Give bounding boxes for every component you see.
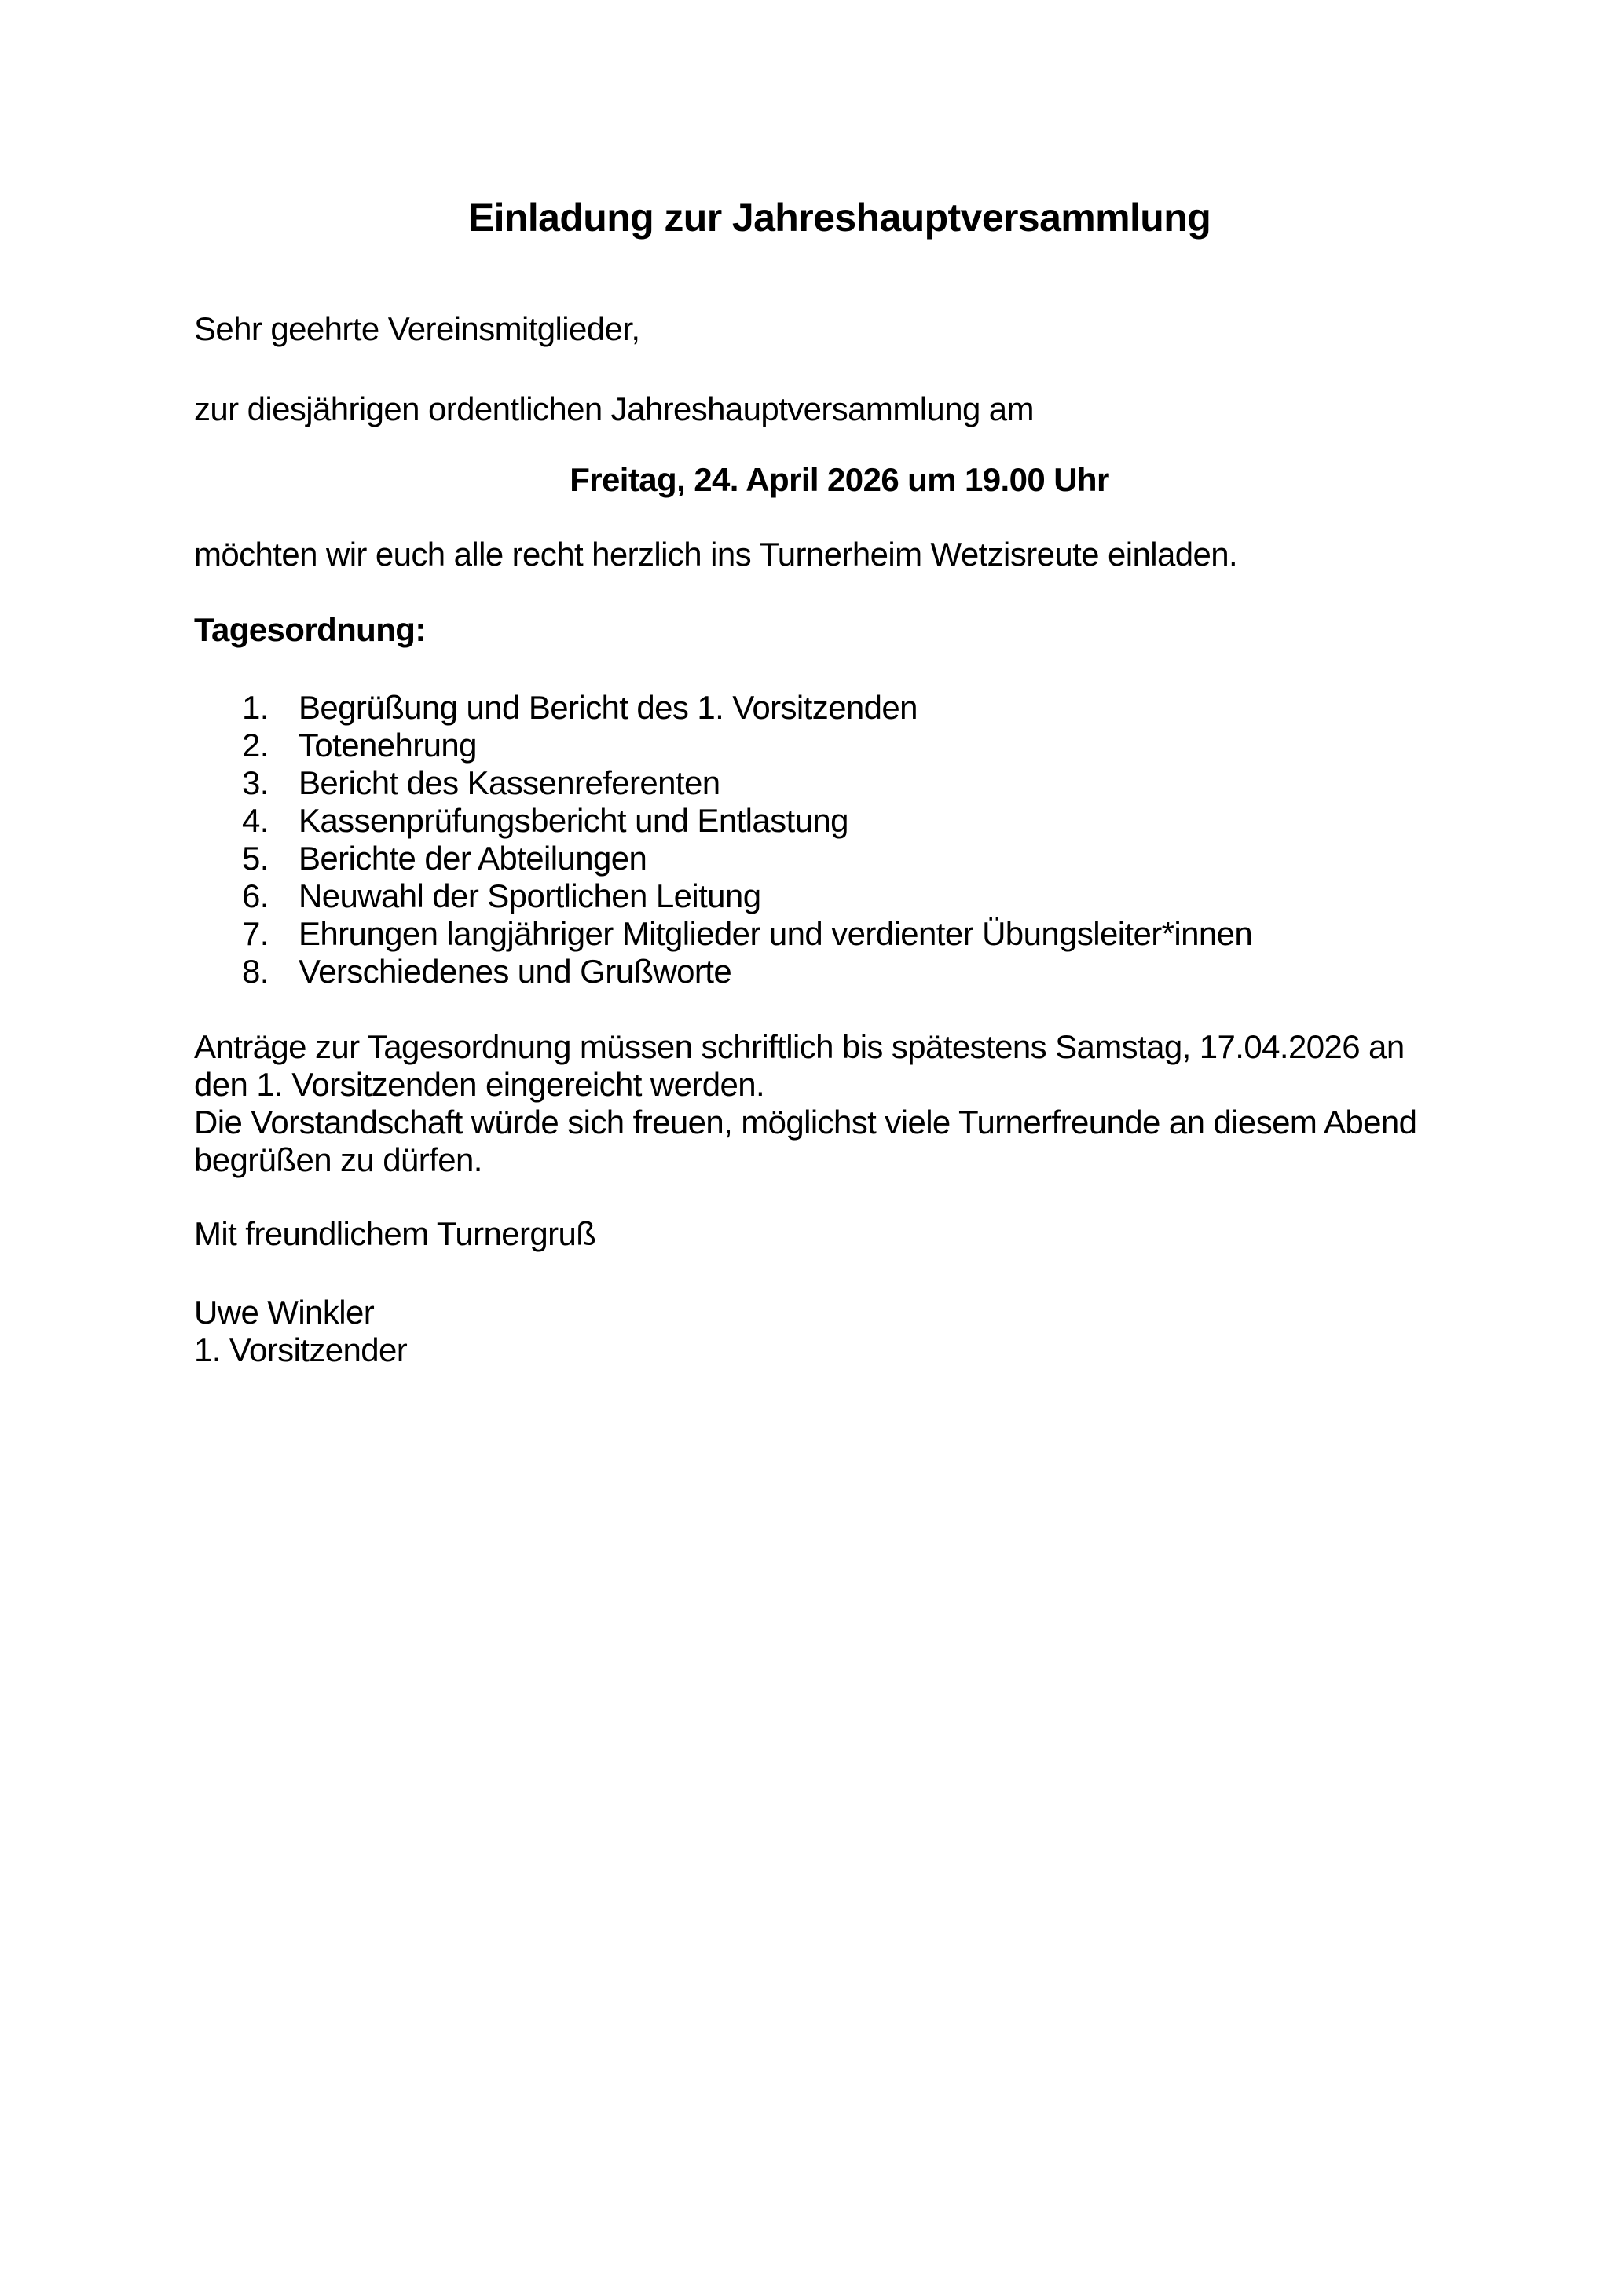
- invitation-line: möchten wir euch alle recht herzlich ins Turnerheim Wetzisreute einladen.: [194, 536, 1238, 573]
- agenda-item: [194, 727, 1485, 764]
- event-date-line: Freitag, 24. April 2026 um 19.00 Uhr: [570, 461, 1109, 498]
- agenda-item-label: Begrüßung und Bericht des 1. Vorsitzenden: [299, 689, 918, 726]
- agenda-item-number: 8.: [242, 953, 269, 990]
- agenda-item-number: 3.: [242, 764, 269, 801]
- note-line: Anträge zur Tagesordnung müssen schriftlich bis spätestens Samstag, 17.04.2026 an: [194, 1028, 1405, 1065]
- notes-paragraph: [194, 1028, 1485, 1179]
- agenda-list: [194, 689, 1485, 991]
- note-line: begrüßen zu dürfen.: [194, 1141, 482, 1178]
- agenda-item-number: 6.: [242, 877, 269, 914]
- agenda-item-number: 4.: [242, 802, 269, 839]
- agenda-item: [194, 953, 1485, 991]
- intro-line: zur diesjährigen ordentlichen Jahreshauptversammlung am: [194, 390, 1034, 427]
- signature-name: Uwe Winkler: [194, 1294, 375, 1331]
- agenda-item-number: 2.: [242, 727, 269, 764]
- agenda-item-label: Totenehrung: [299, 727, 477, 764]
- note-line: den 1. Vorsitzenden eingereicht werden.: [194, 1066, 765, 1103]
- agenda-item: [194, 802, 1485, 840]
- agenda-item: [194, 840, 1485, 877]
- agenda-item-label: Berichte der Abteilungen: [299, 840, 647, 877]
- agenda-item-label: Neuwahl der Sportlichen Leitung: [299, 877, 761, 914]
- agenda-item: [194, 877, 1485, 915]
- closing-line: Mit freundlichem Turnergruß: [194, 1215, 596, 1252]
- agenda-item: [194, 689, 1485, 727]
- note-line: Die Vorstandschaft würde sich freuen, möglichst viele Turnerfreunde an diesem Abend: [194, 1104, 1417, 1141]
- agenda-item-label: Ehrungen langjähriger Mitglieder und verdienter Übungsleiter*innen: [299, 915, 1253, 952]
- signature-role: 1. Vorsitzender: [194, 1331, 408, 1368]
- signature-block: [194, 1294, 1485, 1369]
- agenda-item: [194, 764, 1485, 802]
- agenda-item-number: 5.: [242, 840, 269, 877]
- agenda-item-label: Verschiedenes und Grußworte: [299, 953, 732, 990]
- agenda-item-label: Bericht des Kassenreferenten: [299, 764, 720, 801]
- document-title: Einladung zur Jahreshauptversammlung: [467, 196, 1211, 240]
- agenda-heading: Tagesordnung:: [194, 611, 426, 648]
- agenda-item-label: Kassenprüfungsbericht und Entlastung: [299, 802, 848, 839]
- salutation-line: Sehr geehrte Vereinsmitglieder,: [194, 310, 640, 347]
- agenda-item-number: 1.: [242, 689, 269, 726]
- agenda-item-number: 7.: [242, 915, 269, 952]
- agenda-item: [194, 915, 1485, 953]
